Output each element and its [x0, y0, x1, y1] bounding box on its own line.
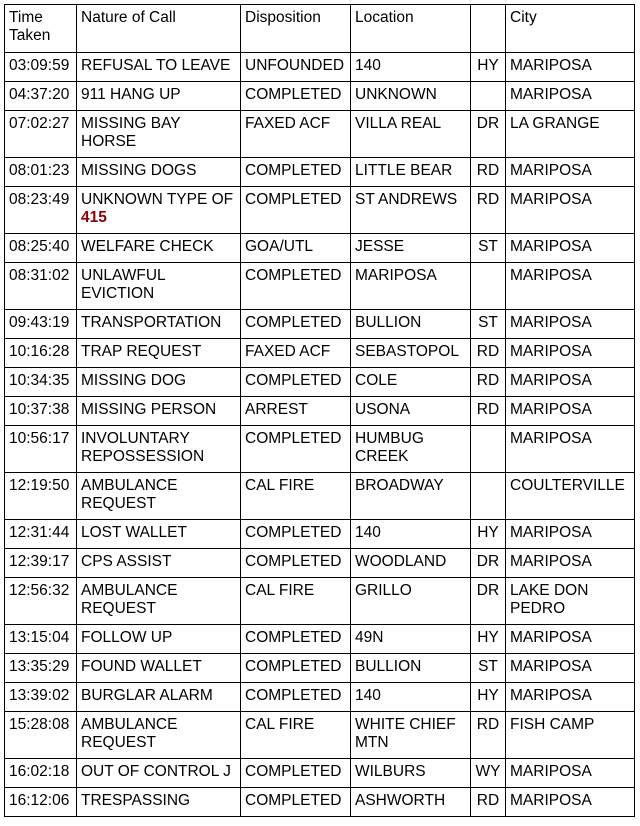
- nature-text: AMBULANCE REQUEST: [81, 477, 178, 512]
- cell-nature: [77, 397, 241, 426]
- cell-suffix: [471, 263, 506, 310]
- location-text: 49N: [355, 629, 384, 646]
- time-text: 07:02:27: [9, 115, 70, 132]
- disposition-text: COMPLETED: [245, 86, 342, 103]
- city-text: MARIPOSA: [510, 524, 592, 541]
- cell-city: [506, 82, 635, 111]
- city-text: MARIPOSA: [510, 162, 592, 179]
- disposition-text: COMPLETED: [245, 553, 342, 570]
- cell-nature: [77, 520, 241, 549]
- header-time: Time Taken: [5, 5, 77, 53]
- cell-time: [5, 625, 77, 654]
- cell-nature: [77, 625, 241, 654]
- cell-suffix: [471, 520, 506, 549]
- header-row: [5, 5, 635, 53]
- cell-disposition: [241, 310, 351, 339]
- cell-disposition: [241, 759, 351, 788]
- cell-nature: [77, 234, 241, 263]
- table-row: [5, 339, 635, 368]
- disposition-text: COMPLETED: [245, 629, 342, 646]
- location-text: GRILLO: [355, 582, 412, 599]
- cell-nature: [77, 310, 241, 339]
- city-text: MARIPOSA: [510, 629, 592, 646]
- suffix-text: RD: [476, 401, 500, 418]
- cell-city: [506, 473, 635, 520]
- suffix-text: HY: [477, 524, 499, 541]
- cell-disposition: [241, 578, 351, 625]
- cell-nature: [77, 759, 241, 788]
- time-text: 12:19:50: [9, 477, 70, 494]
- city-text: MARIPOSA: [510, 238, 592, 255]
- cell-location: [351, 625, 471, 654]
- location-text: LITTLE BEAR: [355, 162, 453, 179]
- disposition-text: CAL FIRE: [245, 582, 315, 599]
- nature-text: TRAP REQUEST: [81, 343, 202, 360]
- nature-text: MISSING PERSON: [81, 401, 217, 418]
- table-row: [5, 683, 635, 712]
- cell-city: [506, 53, 635, 82]
- cell-disposition: [241, 520, 351, 549]
- cell-suffix: [471, 549, 506, 578]
- time-text: 10:37:38: [9, 401, 70, 418]
- cell-nature: [77, 111, 241, 158]
- disposition-text: COMPLETED: [245, 430, 342, 447]
- city-text: MARIPOSA: [510, 687, 592, 704]
- cell-city: [506, 520, 635, 549]
- cell-city: [506, 263, 635, 310]
- cell-suffix: [471, 625, 506, 654]
- cell-time: [5, 187, 77, 234]
- suffix-text: ST: [478, 658, 498, 675]
- cell-time: [5, 397, 77, 426]
- cell-location: [351, 234, 471, 263]
- cell-location: [351, 578, 471, 625]
- location-text: BULLION: [355, 658, 422, 675]
- cell-location: [351, 82, 471, 111]
- cell-disposition: [241, 397, 351, 426]
- time-text: 08:25:40: [9, 238, 70, 255]
- cell-nature: [77, 683, 241, 712]
- time-text: 12:56:32: [9, 582, 70, 599]
- cell-location: [351, 111, 471, 158]
- cell-city: [506, 654, 635, 683]
- disposition-text: COMPLETED: [245, 267, 342, 284]
- header-nature: Nature of Call: [77, 5, 241, 53]
- cell-disposition: [241, 111, 351, 158]
- table-row: [5, 625, 635, 654]
- cell-city: [506, 549, 635, 578]
- cell-suffix: [471, 654, 506, 683]
- cell-city: [506, 158, 635, 187]
- suffix-text: ST: [478, 314, 498, 331]
- cell-city: [506, 426, 635, 473]
- cell-location: [351, 368, 471, 397]
- location-text: WOODLAND: [355, 553, 447, 570]
- cell-time: [5, 788, 77, 817]
- location-text: HUMBUG CREEK: [355, 430, 424, 465]
- location-text: WILBURS: [355, 763, 426, 780]
- cell-location: [351, 759, 471, 788]
- cell-nature: [77, 82, 241, 111]
- suffix-text: RD: [476, 343, 500, 360]
- table-row: [5, 53, 635, 82]
- table-row: [5, 788, 635, 817]
- cell-disposition: [241, 788, 351, 817]
- disposition-text: GOA/UTL: [245, 238, 314, 255]
- cell-time: [5, 712, 77, 759]
- table-row: [5, 549, 635, 578]
- disposition-text: UNFOUNDED: [245, 57, 345, 74]
- nature-text: MISSING DOGS: [81, 162, 197, 179]
- table-row: [5, 397, 635, 426]
- disposition-text: ARREST: [245, 401, 308, 418]
- disposition-text: COMPLETED: [245, 687, 342, 704]
- nature-text: LOST WALLET: [81, 524, 187, 541]
- cell-time: [5, 426, 77, 473]
- nature-text: REFUSAL TO LEAVE: [81, 57, 231, 74]
- city-text: MARIPOSA: [510, 86, 592, 103]
- nature-text: UNLAWFUL EVICTION: [81, 267, 166, 302]
- header-suffix: [471, 5, 506, 53]
- cell-nature: [77, 263, 241, 310]
- cell-location: [351, 53, 471, 82]
- time-text: 16:12:06: [9, 792, 70, 809]
- cell-disposition: [241, 82, 351, 111]
- cell-time: [5, 263, 77, 310]
- cell-disposition: [241, 339, 351, 368]
- cell-location: [351, 788, 471, 817]
- cell-nature: [77, 788, 241, 817]
- table-row: [5, 759, 635, 788]
- cell-nature: [77, 473, 241, 520]
- cell-city: [506, 759, 635, 788]
- cell-nature: [77, 187, 241, 234]
- cell-location: [351, 397, 471, 426]
- disposition-text: FAXED ACF: [245, 343, 331, 360]
- nature-text: BURGLAR ALARM: [81, 687, 213, 704]
- cell-disposition: [241, 368, 351, 397]
- time-text: 10:34:35: [9, 372, 70, 389]
- cell-location: [351, 339, 471, 368]
- cell-location: [351, 187, 471, 234]
- nature-text: 911 HANG UP: [81, 86, 181, 103]
- time-text: 09:43:19: [9, 314, 70, 331]
- cell-suffix: [471, 788, 506, 817]
- city-text: MARIPOSA: [510, 314, 592, 331]
- cell-suffix: [471, 397, 506, 426]
- cell-city: [506, 712, 635, 759]
- table-row: [5, 111, 635, 158]
- cell-city: [506, 625, 635, 654]
- time-text: 10:16:28: [9, 343, 70, 360]
- cell-city: [506, 397, 635, 426]
- time-text: 13:39:02: [9, 687, 70, 704]
- nature-text: MISSING BAY HORSE: [81, 115, 181, 150]
- cell-disposition: [241, 473, 351, 520]
- time-text: 10:56:17: [9, 430, 70, 447]
- time-text: 12:31:44: [9, 524, 70, 541]
- cell-time: [5, 111, 77, 158]
- cell-time: [5, 473, 77, 520]
- time-text: 04:37:20: [9, 86, 70, 103]
- call-code: 415: [81, 209, 107, 226]
- cell-city: [506, 339, 635, 368]
- cell-suffix: [471, 82, 506, 111]
- suffix-text: RD: [476, 792, 500, 809]
- cell-suffix: [471, 473, 506, 520]
- cell-time: [5, 82, 77, 111]
- disposition-text: COMPLETED: [245, 658, 342, 675]
- time-text: 13:15:04: [9, 629, 70, 646]
- cell-disposition: [241, 549, 351, 578]
- city-text: MARIPOSA: [510, 372, 592, 389]
- nature-text: FOLLOW UP: [81, 629, 173, 646]
- cell-disposition: [241, 263, 351, 310]
- cell-suffix: [471, 158, 506, 187]
- disposition-text: COMPLETED: [245, 524, 342, 541]
- suffix-text: HY: [477, 57, 499, 74]
- table-row: [5, 712, 635, 759]
- location-text: BROADWAY: [355, 477, 444, 494]
- city-text: MARIPOSA: [510, 553, 592, 570]
- time-text: 12:39:17: [9, 553, 70, 570]
- time-text: 03:09:59: [9, 57, 70, 74]
- suffix-text: RD: [476, 162, 500, 179]
- cell-city: [506, 683, 635, 712]
- cell-nature: [77, 549, 241, 578]
- cell-suffix: [471, 712, 506, 759]
- city-text: COULTERVILLE: [510, 477, 625, 494]
- cell-nature: [77, 53, 241, 82]
- cell-nature: [77, 368, 241, 397]
- cell-disposition: [241, 426, 351, 473]
- cell-location: [351, 263, 471, 310]
- location-text: UNKNOWN: [355, 86, 437, 103]
- location-text: COLE: [355, 372, 398, 389]
- cell-location: [351, 520, 471, 549]
- cell-city: [506, 111, 635, 158]
- cell-nature: [77, 339, 241, 368]
- disposition-text: COMPLETED: [245, 372, 342, 389]
- nature-text: FOUND WALLET: [81, 658, 202, 675]
- location-text: ST ANDREWS: [355, 191, 458, 208]
- cell-time: [5, 549, 77, 578]
- disposition-text: FAXED ACF: [245, 115, 331, 132]
- location-text: JESSE: [355, 238, 405, 255]
- cell-location: [351, 712, 471, 759]
- city-text: FISH CAMP: [510, 716, 595, 733]
- cell-city: [506, 788, 635, 817]
- disposition-text: COMPLETED: [245, 763, 342, 780]
- table-row: [5, 310, 635, 339]
- time-text: 08:31:02: [9, 267, 70, 284]
- time-text: 08:01:23: [9, 162, 70, 179]
- city-text: MARIPOSA: [510, 267, 592, 284]
- location-text: 140: [355, 57, 381, 74]
- suffix-text: WY: [475, 763, 501, 780]
- location-text: VILLA REAL: [355, 115, 442, 132]
- nature-text: AMBULANCE REQUEST: [81, 716, 178, 751]
- disposition-text: COMPLETED: [245, 191, 342, 208]
- cell-time: [5, 339, 77, 368]
- nature-text: TRANSPORTATION: [81, 314, 222, 331]
- disposition-text: COMPLETED: [245, 792, 342, 809]
- city-text: MARIPOSA: [510, 792, 592, 809]
- cell-time: [5, 310, 77, 339]
- cell-city: [506, 187, 635, 234]
- location-text: WHITE CHIEF MTN: [355, 716, 456, 751]
- cell-suffix: [471, 53, 506, 82]
- header-disposition: Disposition: [241, 5, 351, 53]
- cell-suffix: [471, 683, 506, 712]
- suffix-text: RD: [476, 372, 500, 389]
- cell-disposition: [241, 712, 351, 759]
- cell-disposition: [241, 187, 351, 234]
- cell-city: [506, 234, 635, 263]
- suffix-text: DR: [476, 115, 500, 132]
- cell-location: [351, 426, 471, 473]
- cell-location: [351, 158, 471, 187]
- nature-text: INVOLUNTARY REPOSSESSION: [81, 430, 205, 465]
- cell-time: [5, 578, 77, 625]
- cell-nature: [77, 426, 241, 473]
- suffix-text: ST: [478, 238, 498, 255]
- city-text: MARIPOSA: [510, 658, 592, 675]
- cell-suffix: [471, 426, 506, 473]
- nature-text: TRESPASSING: [81, 792, 191, 809]
- table-row: [5, 654, 635, 683]
- suffix-text: DR: [476, 553, 500, 570]
- cell-disposition: [241, 683, 351, 712]
- cell-disposition: [241, 234, 351, 263]
- nature-text: CPS ASSIST: [81, 553, 172, 570]
- table-row: [5, 368, 635, 397]
- cell-time: [5, 520, 77, 549]
- table-row: [5, 520, 635, 549]
- nature-text: MISSING DOG: [81, 372, 187, 389]
- nature-text: OUT OF CONTROL J: [81, 763, 231, 780]
- table-row: [5, 234, 635, 263]
- city-text: MARIPOSA: [510, 191, 592, 208]
- table-row: [5, 473, 635, 520]
- cell-location: [351, 310, 471, 339]
- location-text: 140: [355, 687, 381, 704]
- suffix-text: HY: [477, 629, 499, 646]
- header-location: Location: [351, 5, 471, 53]
- table-row: [5, 426, 635, 473]
- cell-location: [351, 683, 471, 712]
- disposition-text: COMPLETED: [245, 314, 342, 331]
- cell-disposition: [241, 53, 351, 82]
- table-row: [5, 82, 635, 111]
- cell-suffix: [471, 759, 506, 788]
- disposition-text: CAL FIRE: [245, 716, 315, 733]
- city-text: LA GRANGE: [510, 115, 600, 132]
- time-text: 16:02:18: [9, 763, 70, 780]
- suffix-text: RD: [476, 716, 500, 733]
- cell-suffix: [471, 187, 506, 234]
- table-row: [5, 158, 635, 187]
- location-text: MARIPOSA: [355, 267, 437, 284]
- cell-suffix: [471, 368, 506, 397]
- cell-city: [506, 310, 635, 339]
- location-text: 140: [355, 524, 381, 541]
- location-text: BULLION: [355, 314, 422, 331]
- cell-time: [5, 53, 77, 82]
- cell-suffix: [471, 578, 506, 625]
- time-text: 08:23:49: [9, 191, 70, 208]
- cell-city: [506, 578, 635, 625]
- nature-text: WELFARE CHECK: [81, 238, 214, 255]
- header-city: City: [506, 5, 635, 53]
- cell-disposition: [241, 158, 351, 187]
- table-row: [5, 263, 635, 310]
- cell-time: [5, 654, 77, 683]
- cell-location: [351, 654, 471, 683]
- cell-disposition: [241, 625, 351, 654]
- time-text: 13:35:29: [9, 658, 70, 675]
- city-text: MARIPOSA: [510, 57, 592, 74]
- cell-location: [351, 473, 471, 520]
- disposition-text: COMPLETED: [245, 162, 342, 179]
- cell-disposition: [241, 654, 351, 683]
- cell-location: [351, 549, 471, 578]
- cell-suffix: [471, 339, 506, 368]
- table-row: [5, 578, 635, 625]
- cell-time: [5, 683, 77, 712]
- cell-time: [5, 759, 77, 788]
- cell-time: [5, 158, 77, 187]
- cell-city: [506, 368, 635, 397]
- city-text: MARIPOSA: [510, 430, 592, 447]
- cell-suffix: [471, 234, 506, 263]
- cell-time: [5, 234, 77, 263]
- call-log-table: [4, 4, 635, 817]
- suffix-text: DR: [476, 582, 500, 599]
- city-text: MARIPOSA: [510, 401, 592, 418]
- location-text: USONA: [355, 401, 411, 418]
- table-row: [5, 187, 635, 234]
- cell-time: [5, 368, 77, 397]
- suffix-text: HY: [477, 687, 499, 704]
- cell-nature: [77, 654, 241, 683]
- city-text: MARIPOSA: [510, 763, 592, 780]
- cell-suffix: [471, 310, 506, 339]
- time-text: 15:28:08: [9, 716, 70, 733]
- location-text: ASHWORTH: [355, 792, 446, 809]
- nature-text: UNKNOWN TYPE OF: [81, 191, 234, 208]
- city-text: LAKE DON PEDRO: [510, 582, 589, 617]
- nature-text: AMBULANCE REQUEST: [81, 582, 178, 617]
- cell-nature: [77, 578, 241, 625]
- cell-suffix: [471, 111, 506, 158]
- call-log-body: [5, 53, 635, 817]
- cell-nature: [77, 158, 241, 187]
- city-text: MARIPOSA: [510, 343, 592, 360]
- cell-nature: [77, 712, 241, 759]
- suffix-text: RD: [476, 191, 500, 208]
- location-text: SEBASTOPOL: [355, 343, 459, 360]
- disposition-text: CAL FIRE: [245, 477, 315, 494]
